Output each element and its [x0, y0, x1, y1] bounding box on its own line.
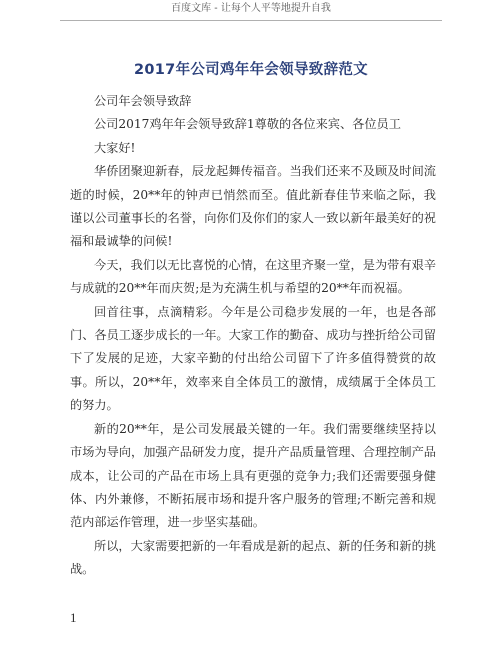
paragraph-subheading: 公司2017鸡年年会领导致辞1尊敬的各位来宾、各位员工 — [94, 117, 401, 132]
paragraph: 今天，我们以无比喜悦的心情，在这里齐聚一堂，是为带有艰辛与成就的20**年而庆贺;是为充满生机与希望的20**年而祝福。 — [70, 257, 436, 296]
paragraph-greeting: 大家好! — [94, 140, 136, 155]
paragraph: 回首往事，点滴精彩。今年是公司稳步发展的一年，也是各部门、各员工逐步成长的一年。大家工作的勤奋、成功与挫折给公司留下了发展的足迹，大家辛勤的付出给公司留下了许多值得赞赏的故事。所以，20**年，效率来自全体员工的激情，成绩属于全体员工的努力。 — [70, 304, 436, 413]
header-text: 百度文库 - 让每个人平等地提升自我 — [171, 3, 331, 14]
paragraph-heading: 公司年会领导致辞 — [94, 94, 192, 108]
page-header — [60, 0, 442, 21]
page-number: 1 — [70, 610, 77, 625]
paragraph: 所以，大家需要把新的一年看成是新的起点、新的任务和新的挑战。 — [70, 538, 436, 577]
paragraph: 新的20**年，是公司发展最关键的一年。我们需要继续坚持以市场为导向，加强产品研发力度，提升产品质量管理、合理控制产品成本，让公司的产品在市场上具有更强的竞争力;我们还需要强身健体、内外兼修，不断拓展市场和提升客户服务的管理;不断完善和规范内部运作管理，进一步坚实基础。 — [70, 421, 436, 530]
paragraph: 华侨团聚迎新春，辰龙起舞传福音。当我们还来不及顾及时间流逝的时候，20**年的钟声已悄然而至。值此新春佳节来临之际，我谨以公司董事长的名誉，向你们及你们的家人一致以新年最美好的祝福和最诚挚的问候! — [70, 164, 436, 249]
document-title: 2017年公司鸡年年会领导致辞范文 — [134, 62, 368, 78]
document-body — [70, 90, 436, 582]
